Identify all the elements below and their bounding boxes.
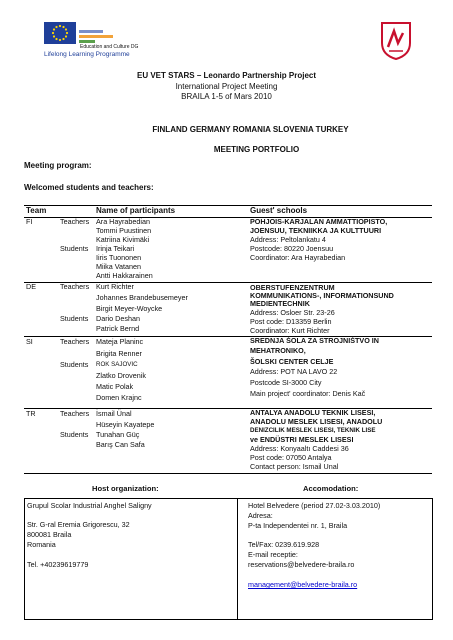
role-label: Students [60, 430, 89, 439]
meeting-program-label: Meeting program: [24, 161, 92, 170]
participant-name: Matic Polak [96, 382, 134, 391]
host-box [24, 498, 238, 620]
eu-program-line2: Lifelong Learning Programme [44, 51, 130, 58]
school-name: MEHATRONIKO, [250, 346, 306, 355]
portfolio-title: MEETING PORTFOLIO [213, 145, 300, 154]
project-title: EU VET STARS – Leonardo Partnership Project [137, 71, 316, 80]
participants-table [24, 205, 432, 469]
team-de: DE [26, 282, 36, 291]
accommodation-line: Adresa: [248, 511, 273, 520]
meeting-date: BRAILA 1-5 of Mars 2010 [181, 92, 272, 101]
accommodation-label: Accomodation: [303, 484, 359, 493]
meeting-title: International Project Meeting [175, 82, 278, 91]
accommodation-box [236, 498, 433, 620]
participant-name: İsmail Ünal [96, 409, 132, 418]
role-label: Teachers [60, 282, 90, 291]
role-label: Teachers [60, 217, 90, 226]
school-crest-icon [376, 21, 416, 61]
school-detail: Post code: D13359 Berlin [250, 317, 332, 326]
participant-name: Ara Hayrabedian [96, 217, 150, 226]
school-detail: Postcode: 80220 Joensuu [250, 244, 334, 253]
participant-name: Irinja Teikari [96, 244, 135, 253]
team-fi: FI [26, 217, 33, 226]
school-name: DENIZCILIK MESLEK LISESI, TEKNIK LISE [250, 427, 376, 434]
participant-name: Antti Hakkarainen [96, 271, 153, 280]
eu-program-line1: Education and Culture DG [80, 44, 139, 50]
school-detail: Coordinator: Ara Hayrabedian [250, 253, 346, 262]
accommodation-line: reservations@belvedere-braila.ro [248, 560, 355, 569]
participant-name: Birgit Meyer-Woycke [96, 304, 163, 313]
school-name: ANADOLU MESLEK LISESI, ANADOLU [250, 417, 383, 426]
participant-name: Brigita Renner [96, 349, 142, 358]
school-name: ve ENDÜSTRI MESLEK LISESI [250, 435, 354, 444]
participant-name: Katriina Kivimäki [96, 235, 150, 244]
school-detail: Address: POT NA LAVO 22 [250, 367, 338, 376]
school-name: ANTALYA ANADOLU TEKNIK LISESI, [250, 408, 376, 417]
participant-name: Hüseyin Kayatepe [96, 420, 155, 429]
accommodation-line: E-mail receptie: [248, 550, 298, 559]
school-name: ŠOLSKI CENTER CELJE [250, 357, 334, 366]
participant-name: ROK SAJOVIC [96, 361, 138, 368]
team-tr: TR [26, 409, 36, 418]
role-label: Students [60, 314, 89, 323]
school-detail: Coordinator: Kurt Richter [250, 326, 330, 335]
school-name: MEDIENTECHNIK [250, 299, 310, 308]
school-detail: Post code: 07050 Antalya [250, 453, 332, 462]
eu-stars-icon [44, 22, 76, 44]
role-label: Students [60, 244, 89, 253]
eu-logo [44, 22, 76, 44]
host-label: Host organization: [92, 484, 159, 493]
host-line: Grupul Scolar Industrial Anghel Saligny [27, 501, 152, 510]
welcomed-label: Welcomed students and teachers: [24, 183, 154, 192]
participant-name: Zlatko Drovenik [96, 371, 146, 380]
school-logo [376, 21, 416, 61]
school-detail: Address: Peltolankatu 4 [250, 235, 326, 244]
participant-name: Johannes Brandebusemeyer [96, 293, 188, 302]
participant-name: Barış Can Safa [96, 440, 145, 449]
school-name: JOENSUU, TEKNIIKKA JA KULTTUURI [250, 226, 382, 235]
school-name: OBERSTUFENZENTRUM [250, 283, 335, 292]
school-detail: Postcode SI-3000 City [250, 378, 322, 387]
header-team: Team [26, 206, 47, 215]
participant-name: Domen Krajnc [96, 393, 142, 402]
school-detail: Address: Osloer Str. 23-26 [250, 308, 335, 317]
llp-logo [79, 30, 119, 44]
host-line: 800081 Braila [27, 530, 72, 539]
participant-name: Mateja Planinc [96, 337, 144, 346]
participant-name: Miika Vatanen [96, 262, 142, 271]
accommodation-line: Tel/Fax: 0239.619.928 [248, 540, 320, 549]
participant-name: Tunahan Güç [96, 430, 140, 439]
countries-line: FINLAND GERMANY ROMANIA SLOVENIA TURKEY [152, 125, 349, 134]
participant-name: Patrick Bernd [96, 324, 140, 333]
participant-name: Kurt Richter [96, 282, 134, 291]
school-detail: Address: Konyaaltı Caddesi 36 [250, 444, 349, 453]
host-line: Romania [27, 540, 56, 549]
role-label: Teachers [60, 409, 90, 418]
hotel-email-link[interactable]: management@belvedere-braila.ro [248, 580, 358, 589]
school-detail: Contact person: Ismail Unal [250, 462, 339, 471]
accommodation-line: Hotel Belvedere (period 27.02-3.03.2010) [248, 501, 381, 510]
school-name: POHJOIS-KARJALAN AMMATTIOPISTO, [250, 217, 388, 226]
school-detail: Main project' coordinator: Denis Kač [250, 389, 366, 398]
accommodation-line: P-ta Independentei nr. 1, Braila [248, 521, 348, 530]
team-si: SI [26, 337, 33, 346]
role-label: Students [60, 360, 89, 369]
participant-name: Dario Deshan [96, 314, 140, 323]
school-name: KOMMUNIKATIONS-, INFORMATIONSUND [250, 291, 394, 300]
participant-name: Iiris Tuononen [96, 253, 142, 262]
school-name: SREDNJA ŠOLA ZA STROJNIŠTVO IN [250, 336, 379, 345]
role-label: Teachers [60, 337, 90, 346]
header-participants: Name of participants [96, 206, 176, 215]
host-line: Str. G-ral Eremia Grigorescu, 32 [27, 520, 130, 529]
participant-name: Tommi Puustinen [96, 226, 152, 235]
header-schools: Guest' schools [250, 206, 308, 215]
host-line: Tel. +40239619779 [27, 560, 89, 569]
